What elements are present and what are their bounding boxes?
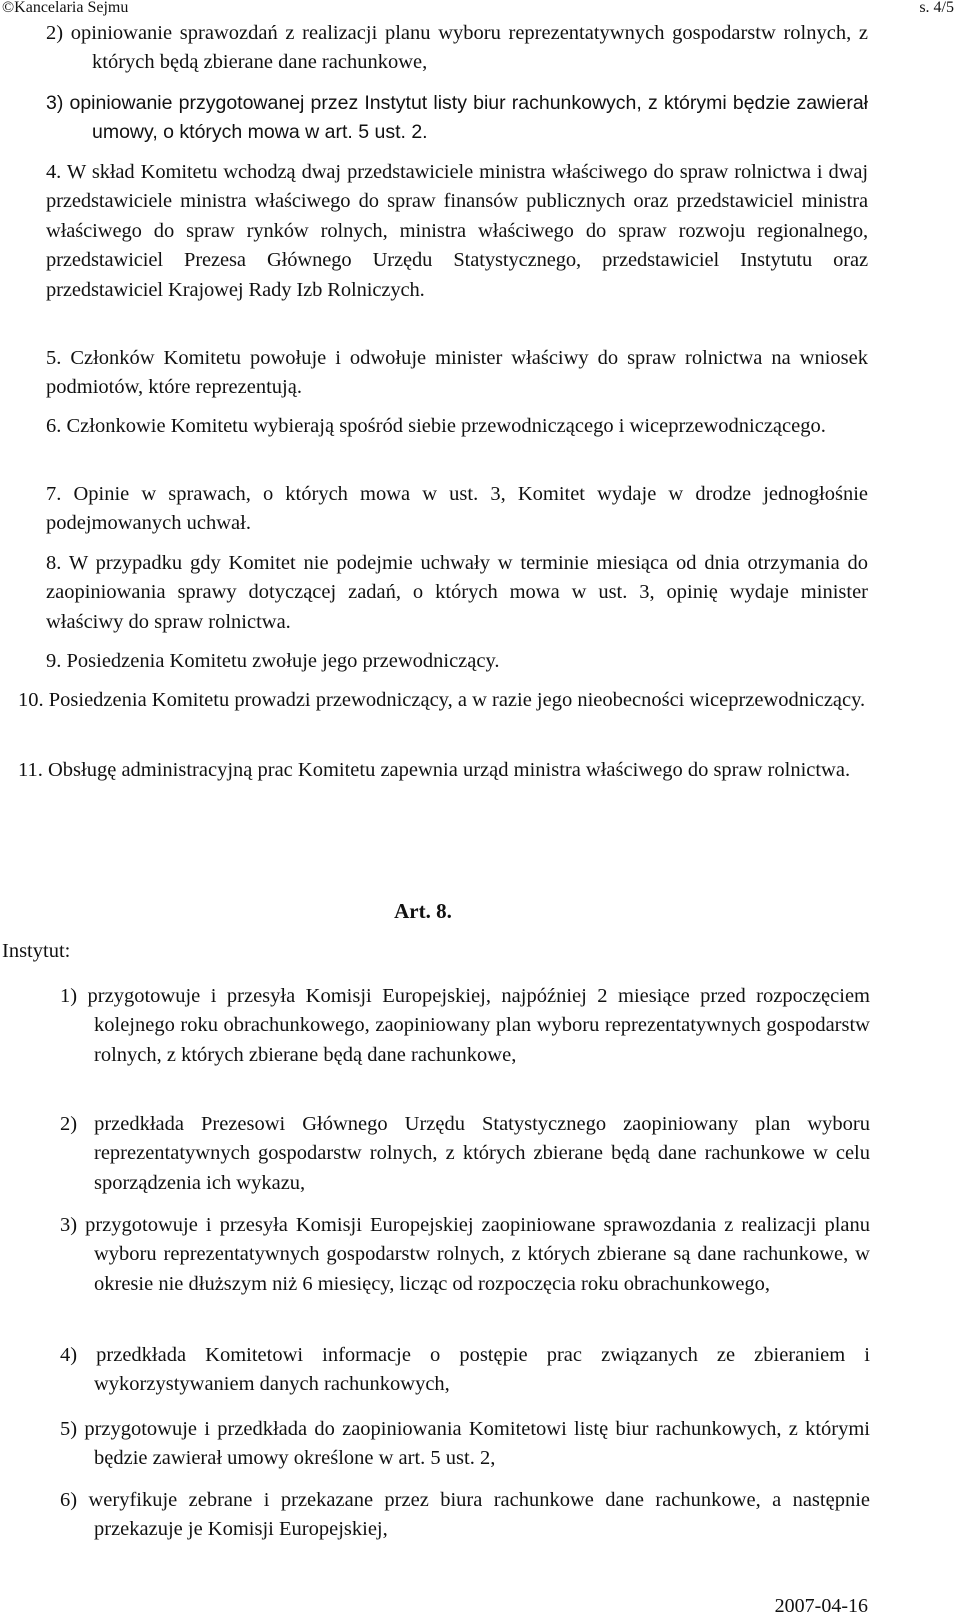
article-item-4: 4) przedkłada Komitetowi informacje o postępie prac związanych ze zbieraniem i wykorzystywaniem danych rachunkowych,: [60, 1344, 870, 1396]
list-item-2: 2) opiniowanie sprawozdań z realizacji planu wyboru reprezentatywnych gospodarstw rolnych, z których będą zbierane dane rachunkowe,: [46, 22, 868, 74]
section-11: 11. Obsługę administracyjną prac Komitetu zapewnia urząd ministra właściwego do spraw rolnictwa.: [18, 759, 851, 781]
copyright-notice: ©Kancelaria Sejmu: [2, 0, 129, 16]
article-item-5: 5) przygotowuje i przedkłada do zaopiniowania Komitetowi listę biur rachunkowych, z którymi będzie zawierał umowy określone w art. 5 ust. 2,: [60, 1418, 870, 1470]
article-item-1: 1) przygotowuje i przesyła Komisji Europejskiej, najpóźniej 2 miesiące przed rozpoczęciem kolejnego roku obrachunkowego, zaopiniowany plan wyboru reprezentatywnych gospodarstw rolnych, z których zbierane będą dane rachunkowe,: [60, 985, 870, 1066]
section-7: 7. Opinie w sprawach, o których mowa w ust. 3, Komitet wydaje w drodze jednogłośnie podejmowanych uchwał.: [46, 483, 868, 535]
article-item-2: 2) przedkłada Prezesowi Głównego Urzędu Statystycznego zaopiniowany plan wyboru reprezentatywnych gospodarstw rolnych, z których zbierane będą dane rachunkowe w celu sporządzenia ich wykazu,: [60, 1113, 870, 1194]
section-4: 4. W skład Komitetu wchodzą dwaj przedstawiciele ministra właściwego do spraw rolnictwa i dwaj przedstawiciele ministra właściwego do spraw finansów publicznych oraz przedstawiciel ministra właściwego do spraw rynków rolnych, ministra właściwego do spraw rozwoju regionalnego, przedstawiciel Prezesa Głównego Urzędu Statystycznego, przedstawiciel Instytutu oraz przedstawiciel Krajowej Rady Izb Rolniczych.: [46, 161, 868, 301]
section-5: 5. Członków Komitetu powołuje i odwołuje minister właściwy do spraw rolnictwa na wniosek podmiotów, które reprezentują.: [46, 347, 868, 399]
section-6: 6. Członkowie Komitetu wybierają spośród siebie przewodniczącego i wiceprzewodniczącego.: [46, 415, 826, 437]
article-title: Art. 8.: [394, 899, 452, 923]
section-8: 8. W przypadku gdy Komitet nie podejmie uchwały w terminie miesiąca od dnia otrzymania do zaopiniowania sprawy dotyczącej zadań, o których mowa w ust. 3, opinię wydaje minister właściwy do spraw rolnictwa.: [46, 552, 868, 633]
article-item-3: 3) przygotowuje i przesyła Komisji Europejskiej zaopiniowane sprawozdania z realizacji planu wyboru reprezentatywnych gospodarstw rolnych, z których zbierane są dane rachunkowe, w okresie nie dłuższym niż 6 miesięcy, licząc od rozpoczęcia roku obrachunkowego,: [60, 1214, 870, 1295]
section-10: 10. Posiedzenia Komitetu prowadzi przewodniczący, a w razie jego nieobecności wiceprzewodniczący.: [18, 689, 866, 711]
document-date: 2007-04-16: [774, 1595, 868, 1617]
section-9: 9. Posiedzenia Komitetu zwołuje jego przewodniczący.: [46, 650, 500, 672]
page-number: s. 4/5: [919, 0, 954, 16]
article-item-6: 6) weryfikuje zebrane i przekazane przez biura rachunkowe dane rachunkowe, a następnie przekazuje je Komisji Europejskiej,: [60, 1489, 870, 1541]
list-item-3: 3) opiniowanie przygotowanej przez Instytut listy biur rachunkowych, z którymi będzie zawierał umowy, o których mowa w art. 5 ust. 2.: [46, 92, 868, 144]
article-lead: Instytut:: [2, 940, 71, 962]
